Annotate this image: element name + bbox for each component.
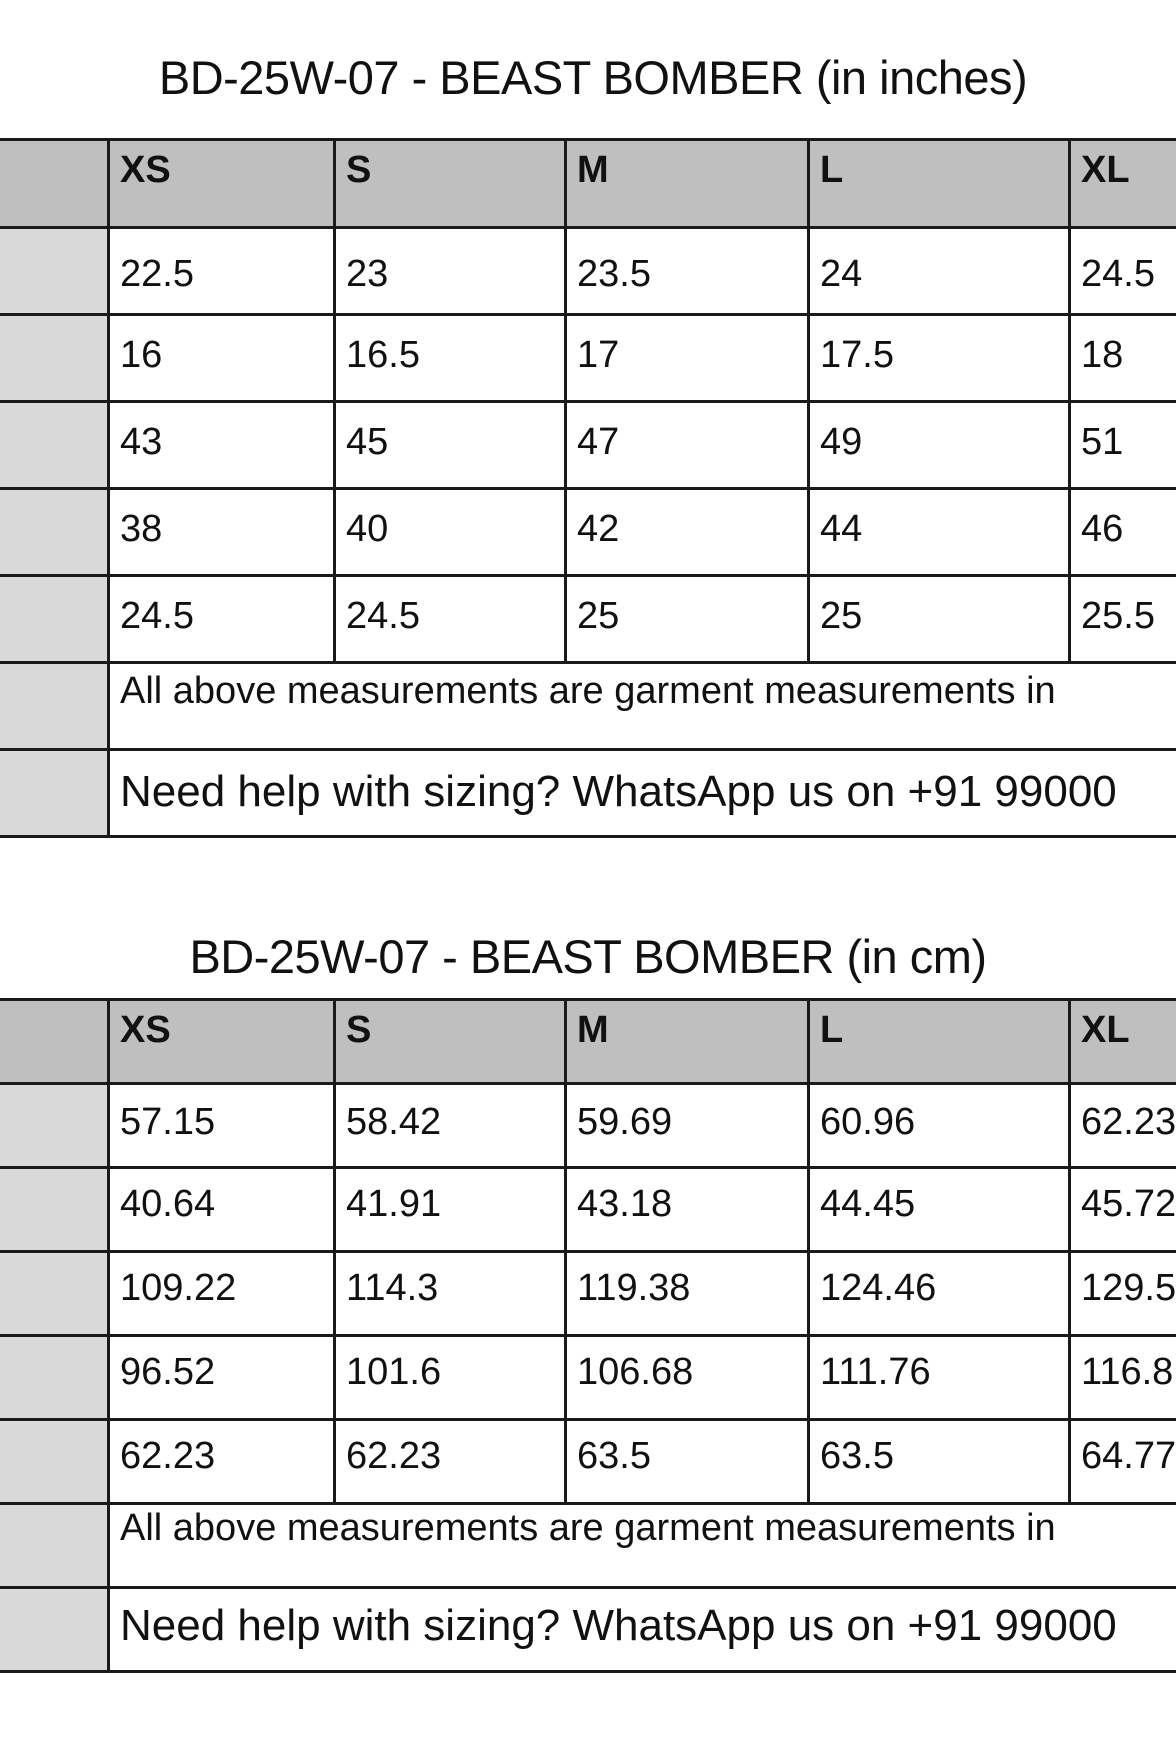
size-header-xs: XS [109,1000,335,1084]
row-label-cell [0,1000,109,1084]
size-header-s: S [335,1000,566,1084]
table-cell: 59.69 [566,1084,809,1168]
table-cell: 43 [109,402,335,489]
table-cell: 45 [335,402,566,489]
table-cell: 18 [1070,315,1176,402]
table-row [0,402,1176,489]
row-label-cell [0,1168,109,1252]
table-cell: 49 [809,402,1070,489]
table-cell: 129.5 [1070,1252,1176,1336]
row-label-cell [0,402,109,489]
size-header-m: M [566,140,809,228]
table-row [0,1420,1176,1504]
measurement-note: All above measurements are garment measurements in [109,663,1176,750]
table-cell: 106.68 [566,1336,809,1420]
size-header-xl: XL [1070,1000,1176,1084]
table-cell: 96.52 [109,1336,335,1420]
row-label-cell [0,228,109,315]
sizing-help-text: Need help with sizing? WhatsApp us on +91 99000 [109,1588,1176,1672]
table-cell: 42 [566,489,809,576]
row-label-cell [0,140,109,228]
table-row [0,228,1176,315]
note-row [0,1504,1176,1588]
table-cell: 62.23 [1070,1084,1176,1168]
table-cell: 46 [1070,489,1176,576]
table-cell: 16 [109,315,335,402]
size-header-xl: XL [1070,140,1176,228]
table-cell: 62.23 [335,1420,566,1504]
size-header-xs: XS [109,140,335,228]
table-row [0,1336,1176,1420]
row-label-cell [0,489,109,576]
size-header-l: L [809,1000,1070,1084]
measurement-note: All above measurements are garment measurements in [109,1504,1176,1588]
table-cell: 109.22 [109,1252,335,1336]
size-chart-cm [0,998,1176,1673]
row-label-cell [0,1336,109,1420]
table-cell: 124.46 [809,1252,1070,1336]
row-label-cell [0,576,109,663]
table-cell: 16.5 [335,315,566,402]
row-label-cell [0,315,109,402]
table-cell: 101.6 [335,1336,566,1420]
table-cell: 41.91 [335,1168,566,1252]
table-cell: 60.96 [809,1084,1070,1168]
table-row [0,489,1176,576]
table-cell: 51 [1070,402,1176,489]
table-title-cm: BD-25W-07 - BEAST BOMBER (in cm) [189,930,987,983]
sizing-help-text: Need help with sizing? WhatsApp us on +91 99000 [109,750,1176,837]
help-row [0,1588,1176,1672]
table-cell: 44 [809,489,1070,576]
table-cell: 40.64 [109,1168,335,1252]
table-cell: 58.42 [335,1084,566,1168]
table-cell: 38 [109,489,335,576]
table-cell: 47 [566,402,809,489]
table-cell: 116.8 [1070,1336,1176,1420]
table-cell: 62.23 [109,1420,335,1504]
note-row [0,663,1176,750]
table-cell: 25.5 [1070,576,1176,663]
row-label-cell [0,1588,109,1672]
row-label-cell [0,1504,109,1588]
size-header-m: M [566,1000,809,1084]
table-cell: 25 [566,576,809,663]
table-cell: 63.5 [809,1420,1070,1504]
table-cell: 23.5 [566,228,809,315]
size-chart-inches [0,138,1176,838]
table-row [0,315,1176,402]
table-cell: 63.5 [566,1420,809,1504]
table-title-inches: BD-25W-07 - BEAST BOMBER (in inches) [158,51,1028,104]
row-label-cell [0,1084,109,1168]
table-cell: 114.3 [335,1252,566,1336]
table-cell: 40 [335,489,566,576]
help-row [0,750,1176,837]
table-cell: 23 [335,228,566,315]
table-cell: 119.38 [566,1252,809,1336]
table-row [0,576,1176,663]
table-cell: 43.18 [566,1168,809,1252]
table-cell: 57.15 [109,1084,335,1168]
table-row [0,1252,1176,1336]
row-label-cell [0,1420,109,1504]
table-row [0,1084,1176,1168]
table-cell: 24.5 [1070,228,1176,315]
table-cell: 45.72 [1070,1168,1176,1252]
table-cell: 24.5 [335,576,566,663]
header-row [0,1000,1176,1084]
table-cell: 22.5 [109,228,335,315]
table-cell: 111.76 [809,1336,1070,1420]
row-label-cell [0,663,109,750]
table-cell: 24 [809,228,1070,315]
table-cell: 24.5 [109,576,335,663]
header-row [0,140,1176,228]
row-label-cell [0,750,109,837]
row-label-cell [0,1252,109,1336]
table-cell: 17.5 [809,315,1070,402]
table-row [0,1168,1176,1252]
size-header-l: L [809,140,1070,228]
table-cell: 17 [566,315,809,402]
table-cell: 25 [809,576,1070,663]
table-cell: 64.77 [1070,1420,1176,1504]
size-header-s: S [335,140,566,228]
table-cell: 44.45 [809,1168,1070,1252]
